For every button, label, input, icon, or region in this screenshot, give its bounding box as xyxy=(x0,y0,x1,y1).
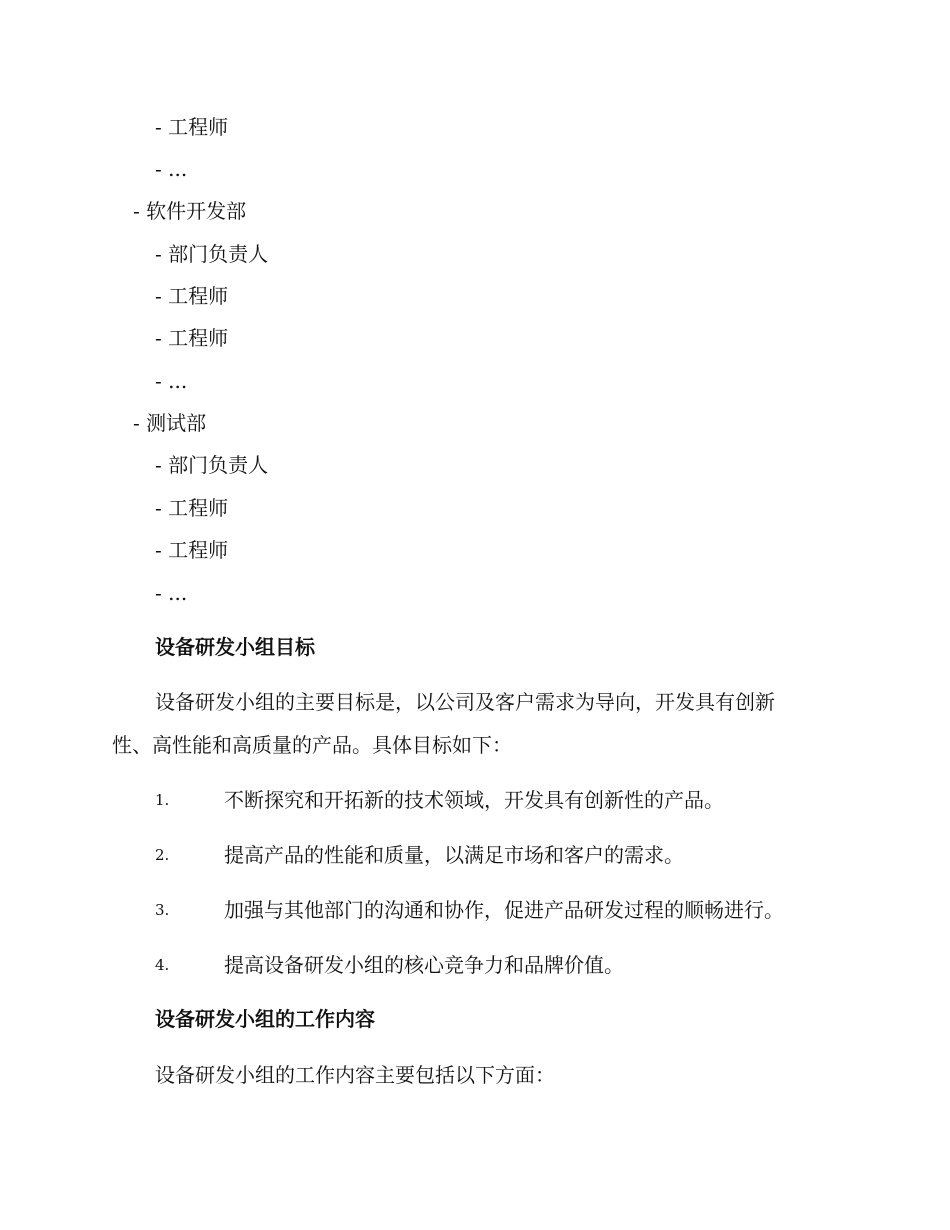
goal-number: 3. xyxy=(155,901,170,919)
work-intro: 设备研发小组的工作内容主要包括以下方面： xyxy=(155,1063,555,1087)
org-list-item: - 工程师 xyxy=(155,284,229,308)
org-list-department: - 软件开发部 xyxy=(133,199,247,223)
org-list-item: - 工程师 xyxy=(155,326,229,350)
org-list-item: - 工程师 xyxy=(155,496,229,520)
goal-text: 提高产品的性能和质量，以满足市场和客户的需求。 xyxy=(224,843,684,867)
work-heading: 设备研发小组的工作内容 xyxy=(155,1007,375,1031)
goal-text: 加强与其他部门的沟通和协作，促进产品研发过程的顺畅进行。 xyxy=(224,898,784,922)
goals-intro-line1: 设备研发小组的主要目标是，以公司及客户需求为导向，开发具有创新 xyxy=(155,690,775,714)
goals-intro-line2: 性、高性能和高质量的产品。具体目标如下： xyxy=(112,733,512,757)
goal-text: 提高设备研发小组的核心竞争力和品牌价值。 xyxy=(224,953,624,977)
org-list-item: - ... xyxy=(155,369,188,393)
org-list-item: - 部门负责人 xyxy=(155,242,269,266)
org-list-item: - 部门负责人 xyxy=(155,453,269,477)
org-list-item: - ... xyxy=(155,581,188,605)
goal-number: 2. xyxy=(155,846,170,864)
goal-text: 不断探究和开拓新的技术领域，开发具有创新性的产品。 xyxy=(224,788,724,812)
org-list-department: - 测试部 xyxy=(133,411,207,435)
org-list-item: - ... xyxy=(155,157,188,181)
goal-number: 4. xyxy=(155,956,170,974)
goals-heading: 设备研发小组目标 xyxy=(155,635,315,659)
org-list-item: - 工程师 xyxy=(155,115,229,139)
org-list-item: - 工程师 xyxy=(155,538,229,562)
goal-number: 1. xyxy=(155,791,170,809)
